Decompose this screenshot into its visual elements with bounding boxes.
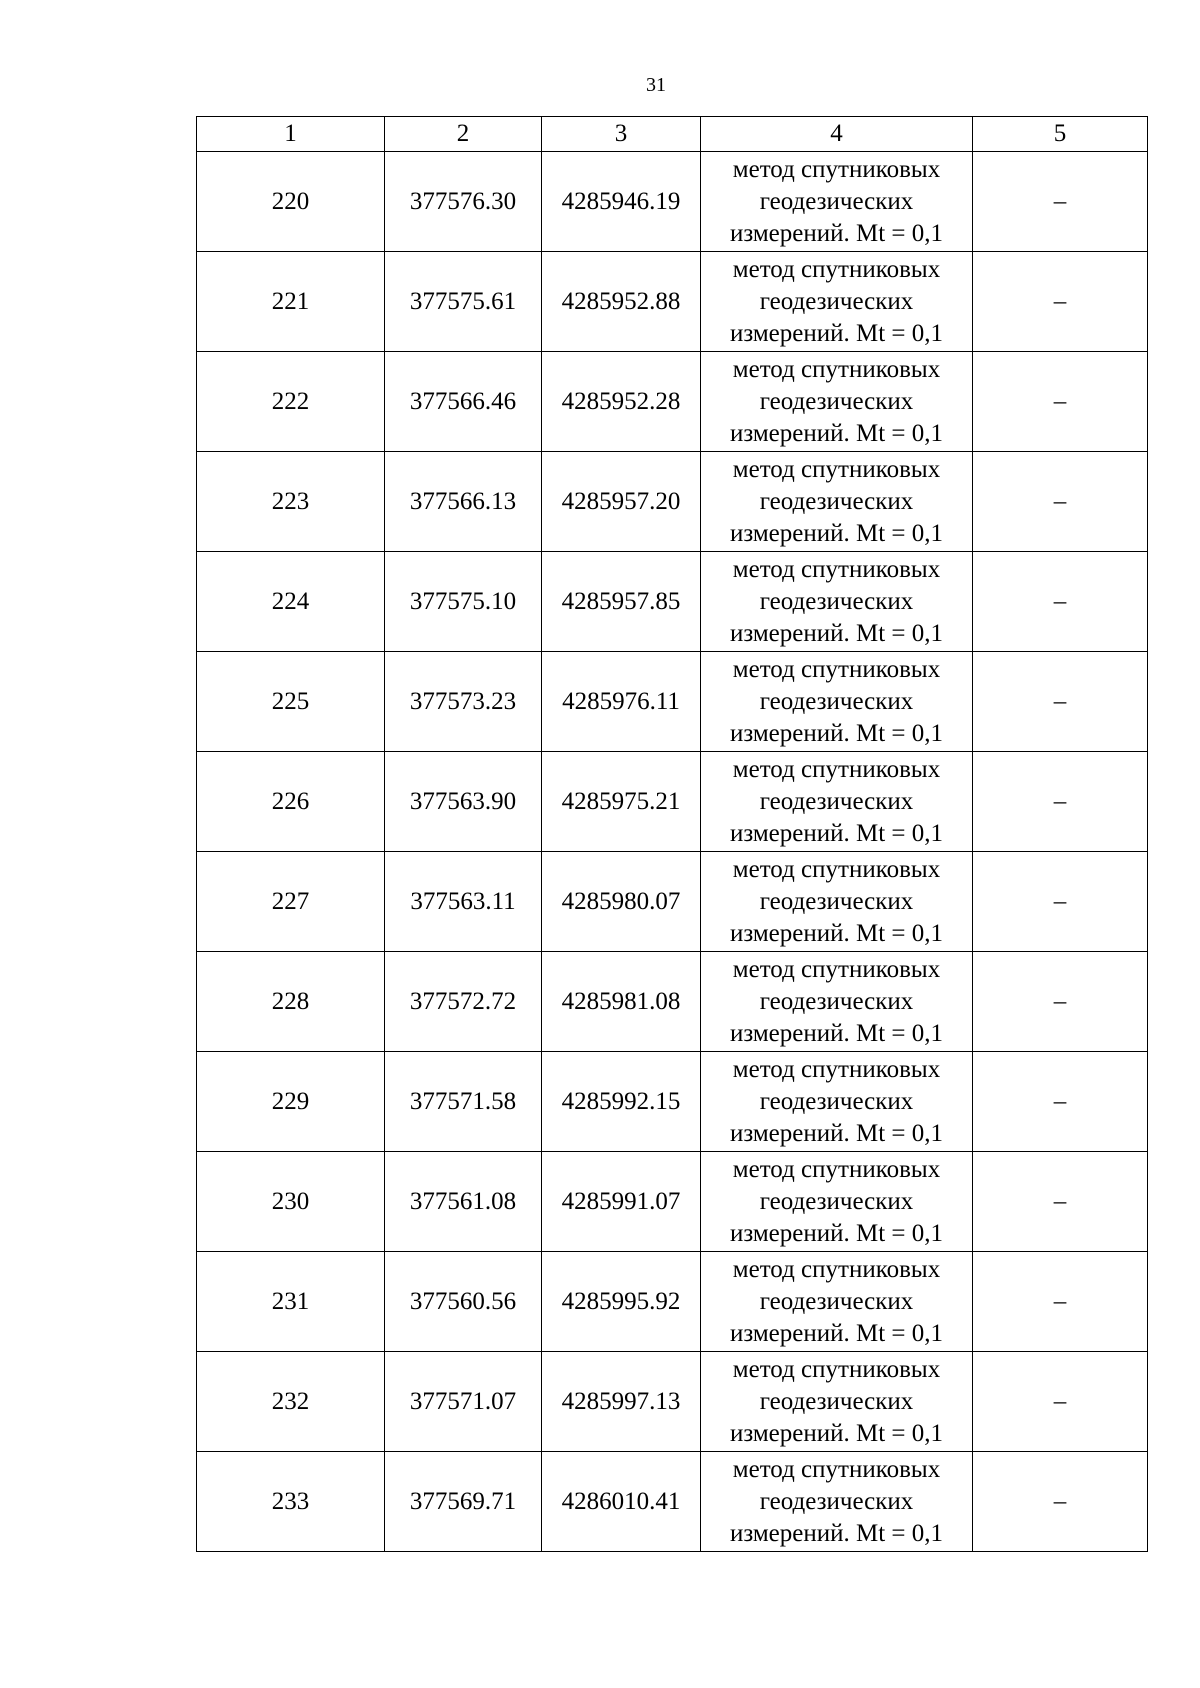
method-line: измерений. Mt = 0,1 bbox=[729, 919, 944, 947]
method-line: геодезических bbox=[759, 987, 914, 1015]
method-cell bbox=[701, 1052, 973, 1152]
method-line: метод спутниковых bbox=[732, 755, 941, 783]
method-line: метод спутниковых bbox=[732, 255, 941, 283]
coordinate-y-cell: 4285976.11 bbox=[542, 652, 701, 752]
method-line: геодезических bbox=[759, 487, 914, 515]
method-cell bbox=[701, 1152, 973, 1252]
coordinate-x-cell: 377569.71 bbox=[385, 1452, 542, 1552]
method-cell bbox=[701, 952, 973, 1052]
note-cell: – bbox=[973, 852, 1148, 952]
note-cell: – bbox=[973, 1052, 1148, 1152]
coordinate-x-cell: 377575.61 bbox=[385, 252, 542, 352]
coordinate-x-cell: 377572.72 bbox=[385, 952, 542, 1052]
coordinates-table bbox=[196, 116, 1148, 1552]
coordinate-x-cell: 377571.58 bbox=[385, 1052, 542, 1152]
method-cell bbox=[701, 352, 973, 452]
point-number-cell: 220 bbox=[197, 152, 385, 252]
method-line: метод спутниковых bbox=[732, 655, 941, 683]
method-line: измерений. Mt = 0,1 bbox=[729, 1119, 944, 1147]
note-cell: – bbox=[973, 752, 1148, 852]
note-cell: – bbox=[973, 352, 1148, 452]
method-cell bbox=[701, 252, 973, 352]
column-header-5: 5 bbox=[973, 117, 1148, 152]
coordinate-y-cell: 4285957.85 bbox=[542, 552, 701, 652]
method-cell bbox=[701, 1252, 973, 1352]
method-cell bbox=[701, 652, 973, 752]
method-line: метод спутниковых bbox=[732, 455, 941, 483]
column-header-1: 1 bbox=[197, 117, 385, 152]
page-number: 31 bbox=[646, 74, 666, 96]
table-row bbox=[197, 1352, 1148, 1452]
method-line: метод спутниковых bbox=[732, 1455, 941, 1483]
method-line: метод спутниковых bbox=[732, 1255, 941, 1283]
method-line: геодезических bbox=[759, 287, 914, 315]
note-cell: – bbox=[973, 1452, 1148, 1552]
point-number-cell: 225 bbox=[197, 652, 385, 752]
table-row bbox=[197, 1252, 1148, 1352]
method-line: измерений. Mt = 0,1 bbox=[729, 1019, 944, 1047]
point-number-cell: 226 bbox=[197, 752, 385, 852]
table-row bbox=[197, 952, 1148, 1052]
method-line: геодезических bbox=[759, 1287, 914, 1315]
table-row bbox=[197, 452, 1148, 552]
method-line: измерений. Mt = 0,1 bbox=[729, 719, 944, 747]
method-line: измерений. Mt = 0,1 bbox=[729, 1319, 944, 1347]
note-cell: – bbox=[973, 1152, 1148, 1252]
coordinate-x-cell: 377563.11 bbox=[385, 852, 542, 952]
column-header-3: 3 bbox=[542, 117, 701, 152]
coordinate-x-cell: 377566.46 bbox=[385, 352, 542, 452]
coordinate-y-cell: 4285957.20 bbox=[542, 452, 701, 552]
method-cell bbox=[701, 1352, 973, 1452]
method-cell bbox=[701, 552, 973, 652]
coordinate-y-cell: 4285975.21 bbox=[542, 752, 701, 852]
point-number-cell: 232 bbox=[197, 1352, 385, 1452]
coordinate-y-cell: 4286010.41 bbox=[542, 1452, 701, 1552]
coordinate-y-cell: 4285952.88 bbox=[542, 252, 701, 352]
method-line: измерений. Mt = 0,1 bbox=[729, 819, 944, 847]
coordinate-y-cell: 4285992.15 bbox=[542, 1052, 701, 1152]
method-line: метод спутниковых bbox=[732, 955, 941, 983]
coordinate-x-cell: 377563.90 bbox=[385, 752, 542, 852]
method-line: метод спутниковых bbox=[732, 1355, 941, 1383]
point-number-cell: 223 bbox=[197, 452, 385, 552]
coordinate-y-cell: 4285980.07 bbox=[542, 852, 701, 952]
table-row bbox=[197, 252, 1148, 352]
table-row bbox=[197, 652, 1148, 752]
note-cell: – bbox=[973, 252, 1148, 352]
method-line: геодезических bbox=[759, 187, 914, 215]
method-line: геодезических bbox=[759, 1387, 914, 1415]
coordinate-y-cell: 4285991.07 bbox=[542, 1152, 701, 1252]
coordinate-x-cell: 377573.23 bbox=[385, 652, 542, 752]
method-line: геодезических bbox=[759, 1187, 914, 1215]
method-line: измерений. Mt = 0,1 bbox=[729, 419, 944, 447]
method-cell bbox=[701, 852, 973, 952]
method-cell bbox=[701, 452, 973, 552]
point-number-cell: 221 bbox=[197, 252, 385, 352]
method-cell bbox=[701, 752, 973, 852]
method-line: измерений. Mt = 0,1 bbox=[729, 219, 944, 247]
coordinate-x-cell: 377560.56 bbox=[385, 1252, 542, 1352]
coordinate-y-cell: 4285946.19 bbox=[542, 152, 701, 252]
point-number-cell: 222 bbox=[197, 352, 385, 452]
method-line: измерений. Mt = 0,1 bbox=[729, 619, 944, 647]
note-cell: – bbox=[973, 152, 1148, 252]
method-line: метод спутниковых bbox=[732, 555, 941, 583]
point-number-cell: 224 bbox=[197, 552, 385, 652]
method-cell bbox=[701, 152, 973, 252]
note-cell: – bbox=[973, 652, 1148, 752]
method-cell bbox=[701, 1452, 973, 1552]
table-row bbox=[197, 1052, 1148, 1152]
table-row bbox=[197, 552, 1148, 652]
method-line: метод спутниковых bbox=[732, 1055, 941, 1083]
note-cell: – bbox=[973, 1352, 1148, 1452]
note-cell: – bbox=[973, 452, 1148, 552]
method-line: геодезических bbox=[759, 1087, 914, 1115]
method-line: метод спутниковых bbox=[732, 1155, 941, 1183]
point-number-cell: 231 bbox=[197, 1252, 385, 1352]
method-line: геодезических bbox=[759, 887, 914, 915]
method-line: геодезических bbox=[759, 587, 914, 615]
coordinate-y-cell: 4285995.92 bbox=[542, 1252, 701, 1352]
column-header-2: 2 bbox=[385, 117, 542, 152]
table-row bbox=[197, 1152, 1148, 1252]
method-line: измерений. Mt = 0,1 bbox=[729, 319, 944, 347]
point-number-cell: 228 bbox=[197, 952, 385, 1052]
method-line: метод спутниковых bbox=[732, 855, 941, 883]
table-row bbox=[197, 1452, 1148, 1552]
method-line: метод спутниковых bbox=[732, 355, 941, 383]
table-row bbox=[197, 752, 1148, 852]
method-line: измерений. Mt = 0,1 bbox=[729, 1219, 944, 1247]
point-number-cell: 230 bbox=[197, 1152, 385, 1252]
column-header-4: 4 bbox=[701, 117, 973, 152]
method-line: измерений. Mt = 0,1 bbox=[729, 1519, 944, 1547]
coordinate-y-cell: 4285997.13 bbox=[542, 1352, 701, 1452]
table-row bbox=[197, 352, 1148, 452]
table-row bbox=[197, 152, 1148, 252]
method-line: геодезических bbox=[759, 687, 914, 715]
coordinate-x-cell: 377566.13 bbox=[385, 452, 542, 552]
coordinate-y-cell: 4285952.28 bbox=[542, 352, 701, 452]
note-cell: – bbox=[973, 1252, 1148, 1352]
coordinate-x-cell: 377571.07 bbox=[385, 1352, 542, 1452]
method-line: геодезических bbox=[759, 387, 914, 415]
coordinate-x-cell: 377576.30 bbox=[385, 152, 542, 252]
coordinate-y-cell: 4285981.08 bbox=[542, 952, 701, 1052]
method-line: геодезических bbox=[759, 1487, 914, 1515]
method-line: геодезических bbox=[759, 787, 914, 815]
point-number-cell: 229 bbox=[197, 1052, 385, 1152]
note-cell: – bbox=[973, 552, 1148, 652]
table-row bbox=[197, 852, 1148, 952]
method-line: измерений. Mt = 0,1 bbox=[729, 1419, 944, 1447]
table-header-row bbox=[197, 117, 1148, 152]
point-number-cell: 227 bbox=[197, 852, 385, 952]
point-number-cell: 233 bbox=[197, 1452, 385, 1552]
coordinate-x-cell: 377575.10 bbox=[385, 552, 542, 652]
note-cell: – bbox=[973, 952, 1148, 1052]
method-line: измерений. Mt = 0,1 bbox=[729, 519, 944, 547]
coordinate-x-cell: 377561.08 bbox=[385, 1152, 542, 1252]
method-line: метод спутниковых bbox=[732, 155, 941, 183]
